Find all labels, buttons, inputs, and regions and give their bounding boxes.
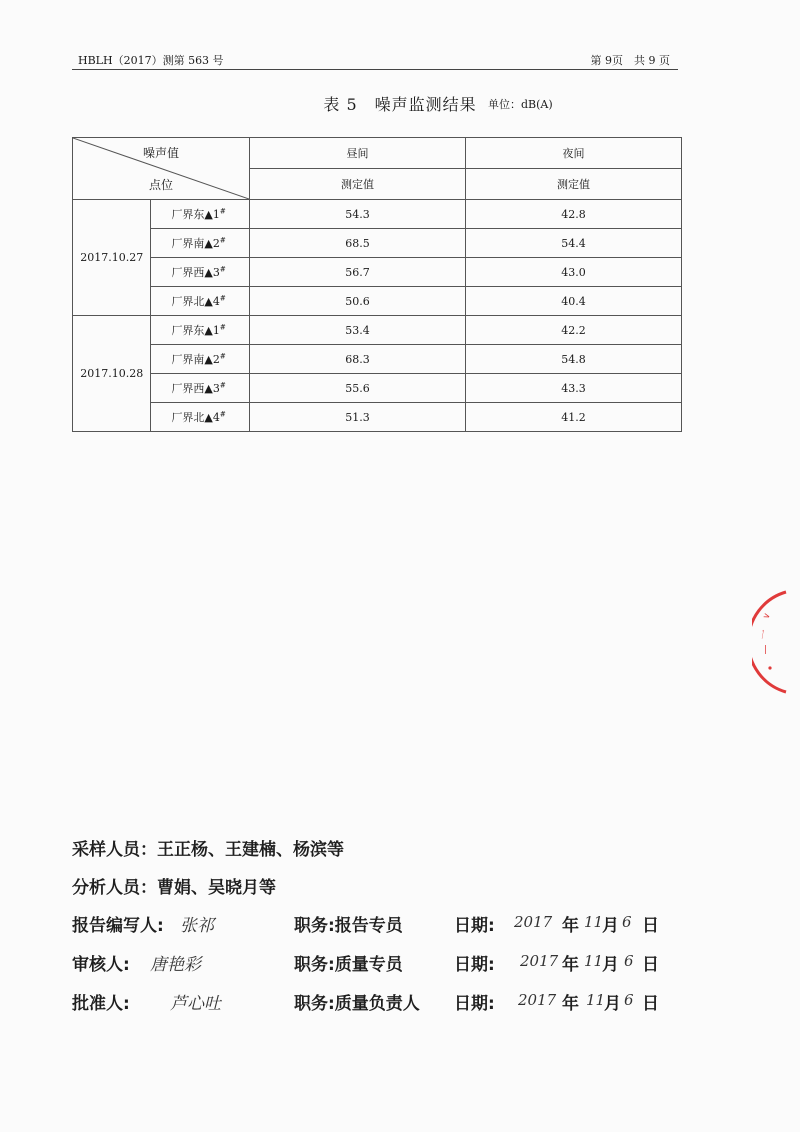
- handwritten-year: 2017: [520, 952, 559, 970]
- month-char: 月: [602, 916, 619, 936]
- date-label: 日期:: [454, 916, 495, 936]
- col-header-day: 昼间: [250, 138, 466, 169]
- day-value: 55.6: [250, 374, 466, 403]
- point-cell: 厂界南▲2#: [151, 229, 250, 258]
- duty-label: 职务:报告专员: [294, 916, 403, 936]
- handwritten-month: 11: [584, 952, 604, 970]
- corner-header-cell: [73, 138, 250, 200]
- role-label: 审核人:: [72, 955, 130, 975]
- day-value: 51.3: [250, 403, 466, 432]
- report-number: HBLH（2017）测第 563 号: [78, 54, 224, 67]
- handwritten-year: 2017: [518, 991, 557, 1009]
- table-row: [73, 374, 682, 403]
- seal-dot: [768, 666, 771, 669]
- date-cell: 2017.10.28: [73, 316, 151, 432]
- day-char: 日: [642, 994, 659, 1014]
- point-cell: 厂界北▲4#: [151, 403, 250, 432]
- handwritten-month: 11: [584, 913, 604, 931]
- night-value: 43.0: [466, 258, 682, 287]
- handwritten-day: 6: [624, 952, 634, 970]
- handwritten-day: 6: [624, 991, 634, 1009]
- subheader-night: 测定值: [466, 169, 682, 200]
- red-seal-stamp: [752, 588, 800, 698]
- handwritten-signature: 张祁: [180, 916, 214, 936]
- seal-glyph: 一: [758, 628, 771, 641]
- subheader-day: 测定值: [250, 169, 466, 200]
- month-char: 月: [604, 994, 621, 1014]
- year-char: 年: [562, 916, 579, 936]
- point-cell: 厂界西▲3#: [151, 374, 250, 403]
- page-number: 第 9页 共 9 页: [590, 54, 670, 67]
- year-char: 年: [562, 955, 579, 975]
- seal-glyph: ∨: [761, 611, 774, 622]
- table-row: [73, 229, 682, 258]
- table-title: 表 5 噪声监测结果: [323, 95, 477, 114]
- handwritten-year: 2017: [514, 913, 553, 931]
- point-cell: 厂界西▲3#: [151, 258, 250, 287]
- duty-label: 职务:质量专员: [294, 955, 403, 975]
- day-char: 日: [642, 955, 659, 975]
- table-row: [73, 258, 682, 287]
- year-char: 年: [562, 994, 579, 1014]
- night-value: 42.2: [466, 316, 682, 345]
- handwritten-signature: 唐艳彩: [150, 955, 201, 975]
- night-value: 54.8: [466, 345, 682, 374]
- analysis-personnel: 分析人员：曹娟、吴晓月等: [72, 878, 276, 898]
- noise-results-table: [72, 137, 682, 432]
- seal-arc: [752, 592, 786, 692]
- table-row: [73, 316, 682, 345]
- table-row: [73, 200, 682, 229]
- date-label: 日期:: [454, 955, 495, 975]
- role-label: 批准人:: [72, 994, 130, 1014]
- night-value: 43.3: [466, 374, 682, 403]
- role-label: 报告编写人:: [72, 916, 164, 936]
- sampling-personnel: 采样人员：王正杨、王建楠、杨滨等: [72, 840, 344, 860]
- date-cell: 2017.10.27: [73, 200, 151, 316]
- point-cell: 厂界东▲1#: [151, 200, 250, 229]
- day-value: 56.7: [250, 258, 466, 287]
- point-cell: 厂界东▲1#: [151, 316, 250, 345]
- day-value: 54.3: [250, 200, 466, 229]
- day-char: 日: [642, 916, 659, 936]
- seal-glyph: |: [764, 645, 768, 655]
- handwritten-signature: 芦心吐: [170, 994, 221, 1014]
- point-cell: 厂界北▲4#: [151, 287, 250, 316]
- table-unit: 单位：dB(A): [488, 98, 553, 111]
- handwritten-day: 6: [622, 913, 632, 931]
- day-value: 53.4: [250, 316, 466, 345]
- night-value: 41.2: [466, 403, 682, 432]
- point-cell: 厂界南▲2#: [151, 345, 250, 374]
- day-value: 50.6: [250, 287, 466, 316]
- day-value: 68.3: [250, 345, 466, 374]
- page-header: [72, 51, 678, 70]
- corner-noise-label: 噪声值: [142, 146, 179, 160]
- night-value: 54.4: [466, 229, 682, 258]
- col-header-night: 夜间: [466, 138, 682, 169]
- day-value: 68.5: [250, 229, 466, 258]
- table-row: [73, 345, 682, 374]
- table-title-row: [0, 92, 800, 115]
- corner-point-label: 点位: [149, 178, 174, 192]
- handwritten-month: 11: [586, 991, 606, 1009]
- duty-label: 职务:质量负责人: [294, 994, 420, 1014]
- night-value: 42.8: [466, 200, 682, 229]
- table-row: [73, 403, 682, 432]
- table-row: [73, 287, 682, 316]
- night-value: 40.4: [466, 287, 682, 316]
- date-label: 日期:: [454, 994, 495, 1014]
- month-char: 月: [602, 955, 619, 975]
